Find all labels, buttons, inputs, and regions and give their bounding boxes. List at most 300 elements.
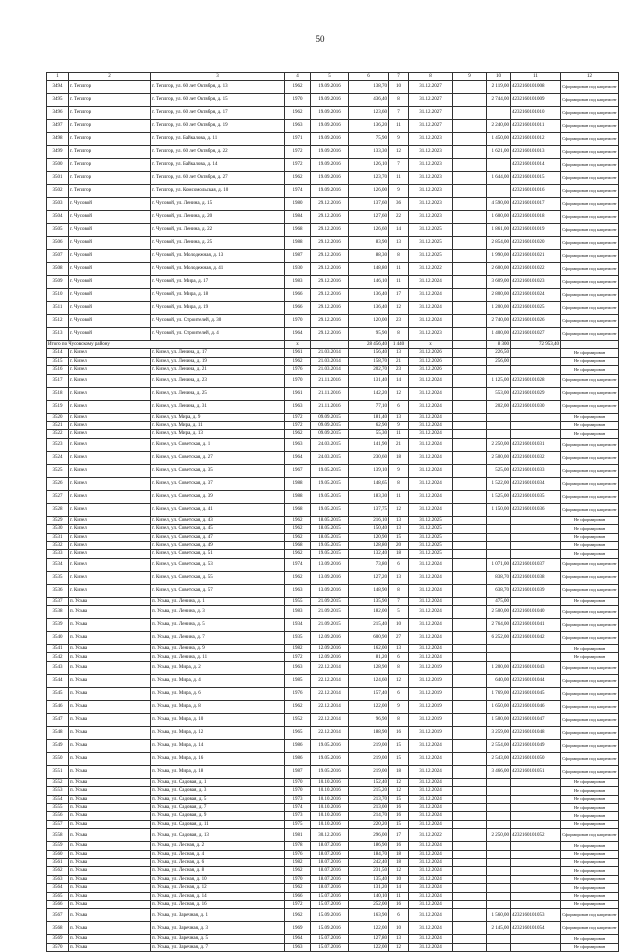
table-cell: г. Чусовой, ул. Строителей, д. 30	[151, 315, 285, 328]
table-cell: 12	[389, 674, 409, 687]
table-cell: 1981	[285, 829, 311, 842]
table-cell: Сформирован под капремонт	[561, 700, 619, 713]
table-cell	[487, 935, 511, 943]
table-cell: 14	[389, 884, 409, 892]
table-cell	[453, 765, 487, 778]
table-cell: 13	[389, 935, 409, 943]
table-cell: г. Кизел	[69, 387, 151, 400]
table-cell: 3544	[47, 674, 69, 687]
table-cell: 31.12.2023	[409, 211, 453, 224]
table-row	[47, 804, 619, 812]
table-cell: п. Усьва, ул. Лесная, д. 10	[151, 875, 285, 883]
table-row	[47, 387, 619, 400]
table-cell: 29.12.2016	[311, 250, 349, 263]
table-cell	[453, 820, 487, 828]
table-cell: Сформирован под капремонт	[561, 374, 619, 387]
table-cell: 31.12.2024	[409, 571, 453, 584]
table-cell: п. Усьва	[69, 892, 151, 900]
column-header: 1	[47, 73, 69, 81]
table-cell: Сформирован под капремонт	[561, 571, 619, 584]
table-cell	[487, 812, 511, 820]
table-cell: 31.12.2022	[409, 829, 453, 842]
table-cell: 29.12.2016	[311, 237, 349, 250]
table-cell: 1983	[285, 276, 311, 289]
table-cell	[511, 935, 561, 943]
table-cell	[453, 558, 487, 571]
table-cell: 3569	[47, 935, 69, 943]
table-cell: п. Усьва	[69, 661, 151, 674]
table-cell: 20	[389, 541, 409, 549]
table-cell: 3509	[47, 276, 69, 289]
table-cell: г. Чусовой	[69, 328, 151, 341]
table-cell: Сформирован под капремонт	[561, 302, 619, 315]
table-cell: г. Кизел, ул. Советская, д. 39	[151, 490, 285, 503]
table-cell: Сформирован под капремонт	[561, 94, 619, 107]
table-cell: г. Кизел	[69, 571, 151, 584]
table-cell: 31.12.2024	[409, 289, 453, 302]
table-row	[47, 302, 619, 315]
table-cell: 181,40	[349, 413, 389, 421]
table-cell: Сформирован под капремонт	[561, 464, 619, 477]
table-cell: Сформирован под капремонт	[561, 606, 619, 619]
table-cell: 31.12.2019	[409, 713, 453, 726]
table-cell: 4232160101014	[511, 159, 561, 172]
table-cell: 122,00	[349, 700, 389, 713]
table-cell: 3553	[47, 787, 69, 795]
table-cell: 2 800,00	[487, 289, 511, 302]
table-cell: 09.09.2015	[311, 430, 349, 438]
table-cell: 242,40	[349, 858, 389, 866]
table-cell	[453, 413, 487, 421]
table-cell: 12	[389, 302, 409, 315]
table-cell: 31.12.2023	[409, 172, 453, 185]
table-cell: 133,30	[349, 146, 389, 159]
table-cell: 4232160101049	[511, 739, 561, 752]
table-cell	[453, 387, 487, 400]
table-row	[47, 584, 619, 597]
table-cell	[511, 884, 561, 892]
table-cell: 11	[389, 430, 409, 438]
table-cell: 4232160101012	[511, 133, 561, 146]
table-cell: 3526	[47, 477, 69, 490]
table-cell: 3521	[47, 421, 69, 429]
table-row	[47, 541, 619, 549]
table-cell: 18	[389, 858, 409, 866]
table-cell: г. Чусовой, ул. Мира, д. 18	[151, 289, 285, 302]
table-cell: г. Теплгор, ул. 60 лет Октября, д. 13	[151, 81, 285, 94]
table-cell: 13	[389, 645, 409, 653]
table-cell: Сформирован под капремонт	[561, 289, 619, 302]
table-row	[47, 550, 619, 558]
table-cell: г. Кизел, ул. Советская, д. 51	[151, 550, 285, 558]
table-cell: 1975	[285, 820, 311, 828]
table-cell: Сформирован под капремонт	[561, 146, 619, 159]
table-cell: 1 071,00	[487, 558, 511, 571]
table-cell: 15.07.2016	[311, 892, 349, 900]
table-cell: 3551	[47, 765, 69, 778]
table-cell: 226,50	[487, 349, 511, 357]
table-cell: 252,00	[349, 900, 389, 908]
table-cell: Сформирован под капремонт	[561, 632, 619, 645]
table-cell	[487, 875, 511, 883]
table-cell: г. Чусовой	[69, 263, 151, 276]
table-cell: 15	[389, 533, 409, 541]
table-row	[47, 632, 619, 645]
table-row	[47, 558, 619, 571]
table-cell: 3570	[47, 943, 69, 951]
table-cell: 1972	[285, 413, 311, 421]
table-cell	[487, 533, 511, 541]
table-cell	[487, 430, 511, 438]
table-cell: 3533	[47, 550, 69, 558]
table-cell: 136,40	[349, 289, 389, 302]
table-cell: 216,10	[349, 516, 389, 524]
table-row	[47, 349, 619, 357]
table-cell: 219,00	[349, 739, 389, 752]
table-cell: 5	[389, 606, 409, 619]
table-cell: 202,70	[349, 366, 389, 374]
table-cell: Не сформирован	[561, 516, 619, 524]
table-cell	[511, 597, 561, 605]
table-cell: 3545	[47, 687, 69, 700]
table-row	[47, 752, 619, 765]
table-cell: 1 600,00	[487, 211, 511, 224]
table-cell: 21.09.2015	[311, 597, 349, 605]
table-row	[47, 884, 619, 892]
table-cell: п. Усьва, ул. Мира, д. 16	[151, 752, 285, 765]
table-cell: 4232160101008	[511, 81, 561, 94]
table-cell: 3554	[47, 795, 69, 803]
table-cell: 10.10.2016	[311, 787, 349, 795]
table-cell: 1972	[285, 653, 311, 661]
table-cell: 4232160101037	[511, 558, 561, 571]
table-cell: 31.12.2024	[409, 778, 453, 786]
table-cell: Не сформирован	[561, 653, 619, 661]
table-cell: Сформирован под капремонт	[561, 185, 619, 198]
table-cell: 10	[389, 922, 409, 935]
table-cell: г. Теплгор	[69, 81, 151, 94]
table-cell: 2 554,00	[487, 739, 511, 752]
table-cell: Сформирован под капремонт	[561, 765, 619, 778]
table-cell: 3502	[47, 185, 69, 198]
table-cell: 1930	[285, 263, 311, 276]
table-cell: 1973	[285, 812, 311, 820]
table-cell: 1962	[285, 867, 311, 875]
table-cell: 31.12.2025	[409, 250, 453, 263]
table-cell: 3512	[47, 315, 69, 328]
table-cell: 135,40	[349, 875, 389, 883]
table-cell	[453, 451, 487, 464]
table-cell: 1 400,00	[487, 328, 511, 341]
table-cell: 19.09.2016	[311, 94, 349, 107]
table-cell: 18.05.2015	[311, 533, 349, 541]
table-cell	[487, 884, 511, 892]
table-cell	[487, 892, 511, 900]
table-cell	[453, 374, 487, 387]
table-cell: 31.12.2024	[409, 276, 453, 289]
table-row	[47, 211, 619, 224]
table-cell: 1 125,00	[487, 374, 511, 387]
table-cell: 4232160101015	[511, 172, 561, 185]
table-cell: 4232160101038	[511, 571, 561, 584]
table-cell	[453, 120, 487, 133]
table-cell: г. Кизел	[69, 516, 151, 524]
table-cell: 10	[389, 875, 409, 883]
table-cell	[453, 349, 487, 357]
table-cell: 128,80	[349, 541, 389, 549]
table-cell: 1966	[285, 289, 311, 302]
table-row	[47, 477, 619, 490]
table-cell: 3556	[47, 812, 69, 820]
table-cell: 2 543,00	[487, 752, 511, 765]
table-cell: 31.12.2023	[409, 198, 453, 211]
table-cell: 31.12.2022	[409, 263, 453, 276]
table-cell: 29.12.2016	[311, 198, 349, 211]
table-cell	[487, 516, 511, 524]
table-cell: 95,90	[349, 328, 389, 341]
table-cell: п. Усьва, ул. Мира, д. 12	[151, 726, 285, 739]
table-cell: 3549	[47, 739, 69, 752]
table-row	[47, 653, 619, 661]
table-row	[47, 516, 619, 524]
table-cell: 31.12.2024	[409, 584, 453, 597]
table-row	[47, 172, 619, 185]
table-cell: 81,20	[349, 653, 389, 661]
table-cell: 4232160101013	[511, 146, 561, 159]
table-row	[47, 315, 619, 328]
table-cell: 1964	[285, 451, 311, 464]
table-cell: 18	[389, 765, 409, 778]
table-cell: п. Усьва, ул. Лесная, д. 16	[151, 900, 285, 908]
table-cell: 2 119,00	[487, 81, 511, 94]
table-cell: 22.12.2014	[311, 661, 349, 674]
table-cell: г. Кизел	[69, 584, 151, 597]
table-cell: 127,20	[349, 571, 389, 584]
table-cell	[453, 146, 487, 159]
column-header: 5	[311, 73, 349, 81]
table-cell: 3566	[47, 900, 69, 908]
table-cell: 215,20	[349, 787, 389, 795]
table-cell: 2 854,00	[487, 237, 511, 250]
table-cell: г. Кизел, ул. Ленина, д. 23	[151, 374, 285, 387]
table-cell: п. Усьва	[69, 935, 151, 943]
table-cell: 22.12.2014	[311, 713, 349, 726]
table-cell: 4 590,00	[487, 198, 511, 211]
table-cell: 3525	[47, 464, 69, 477]
table-cell: 31.12.2024	[409, 619, 453, 632]
table-row	[47, 81, 619, 94]
table-cell: г. Чусовой	[69, 315, 151, 328]
table-cell: 22.12.2014	[311, 700, 349, 713]
subtotal-cell	[561, 341, 619, 349]
table-cell: 3555	[47, 804, 69, 812]
table-cell: 2 500,00	[487, 451, 511, 464]
table-cell: 1 861,00	[487, 224, 511, 237]
table-cell: 136,40	[349, 302, 389, 315]
table-cell: 1964	[285, 935, 311, 943]
table-cell: Сформирован под капремонт	[561, 263, 619, 276]
table-cell: п. Усьва	[69, 606, 151, 619]
table-cell: г. Кизел	[69, 357, 151, 365]
table-cell: 1 150,00	[487, 503, 511, 516]
table-cell: 1 644,00	[487, 172, 511, 185]
table-cell: Не сформирован	[561, 645, 619, 653]
table-cell: 1 450,00	[487, 133, 511, 146]
table-cell: 15.07.2016	[311, 900, 349, 908]
table-cell: 3516	[47, 366, 69, 374]
table-cell: г. Кизел	[69, 421, 151, 429]
table-row	[47, 107, 619, 120]
table-cell: 31.12.2024	[409, 653, 453, 661]
table-cell: 1966	[285, 892, 311, 900]
table-cell: 13	[389, 525, 409, 533]
table-cell	[511, 357, 561, 365]
table-cell: 2 740,00	[487, 315, 511, 328]
table-row	[47, 224, 619, 237]
table-cell: г. Кизел	[69, 430, 151, 438]
table-cell: г. Кизел	[69, 525, 151, 533]
table-cell: 4232160101053	[511, 909, 561, 922]
table-cell	[453, 94, 487, 107]
table-cell	[511, 541, 561, 549]
table-cell: 1 522,00	[487, 477, 511, 490]
table-cell	[511, 430, 561, 438]
table-cell	[511, 804, 561, 812]
table-cell: Сформирован под капремонт	[561, 387, 619, 400]
table-cell: 4232160101039	[511, 584, 561, 597]
table-cell: п. Усьва	[69, 829, 151, 842]
table-cell: г. Кизел, ул. Советская, д. 49	[151, 541, 285, 549]
table-cell: г. Кизел, ул. Советская, д. 45	[151, 525, 285, 533]
table-cell: 184,70	[349, 850, 389, 858]
table-cell: п. Усьва	[69, 795, 151, 803]
table-cell: г. Кизел, ул. Советская, д. 53	[151, 558, 285, 571]
table-cell: п. Усьва	[69, 867, 151, 875]
page-number: 50	[315, 34, 325, 44]
table-cell: 3495	[47, 94, 69, 107]
table-cell: 14	[389, 374, 409, 387]
table-cell	[453, 263, 487, 276]
table-cell: 3561	[47, 858, 69, 866]
table-cell: 31.12.2024	[409, 597, 453, 605]
table-cell: г. Кизел	[69, 490, 151, 503]
table-cell: 3497	[47, 120, 69, 133]
table-cell	[453, 421, 487, 429]
subtotal-cell	[453, 341, 487, 349]
table-cell: 3499	[47, 146, 69, 159]
table-cell: Сформирован под капремонт	[561, 739, 619, 752]
table-cell: 4232160101048	[511, 726, 561, 739]
table-cell: 141,90	[349, 438, 389, 451]
table-cell	[511, 421, 561, 429]
table-cell	[453, 400, 487, 413]
table-row	[47, 413, 619, 421]
table-cell: 158,70	[349, 357, 389, 365]
table-cell: 3513	[47, 328, 69, 341]
table-cell: 11	[389, 172, 409, 185]
table-cell: 1 200,00	[487, 661, 511, 674]
table-cell: 1962	[285, 516, 311, 524]
table-row	[47, 787, 619, 795]
table-cell	[453, 490, 487, 503]
table-row	[47, 276, 619, 289]
table-cell: г. Чусовой	[69, 289, 151, 302]
table-cell: 21	[389, 438, 409, 451]
table-cell: п. Усьва, ул. Садовая, д. 5	[151, 795, 285, 803]
table-cell: 12.09.2016	[311, 632, 349, 645]
table-cell: 1982	[285, 858, 311, 866]
table-cell: 3519	[47, 400, 69, 413]
table-cell	[453, 224, 487, 237]
table-cell: 23	[389, 366, 409, 374]
table-cell: п. Усьва	[69, 645, 151, 653]
table-cell: 31.12.2026	[409, 349, 453, 357]
table-cell: 1962	[285, 533, 311, 541]
table-cell: 15	[389, 752, 409, 765]
table-cell: п. Усьва, ул. Заречная, д. 1	[151, 909, 285, 922]
table-cell: 139,10	[349, 464, 389, 477]
table-cell	[453, 842, 487, 850]
table-cell: 73,80	[349, 558, 389, 571]
table-cell: 1970	[285, 875, 311, 883]
table-cell: г. Теплгор, ул. Байкалова, д. 11	[151, 133, 285, 146]
table-cell: 1968	[285, 541, 311, 549]
table-cell: 1974	[285, 804, 311, 812]
table-row	[47, 858, 619, 866]
table-cell: Сформирован под капремонт	[561, 661, 619, 674]
table-cell: 10	[389, 81, 409, 94]
table-cell: 256,00	[487, 357, 511, 365]
table-cell: п. Усьва, ул. Лесная, д. 4	[151, 850, 285, 858]
table-cell: 23	[389, 315, 409, 328]
table-cell: 3522	[47, 430, 69, 438]
table-cell: 31.12.2025	[409, 237, 453, 250]
table-cell: 138,70	[349, 81, 389, 94]
table-cell: 8	[389, 94, 409, 107]
table-cell: п. Усьва	[69, 804, 151, 812]
table-cell: 1976	[285, 366, 311, 374]
table-cell: г. Кизел	[69, 541, 151, 549]
table-cell: г. Чусовой, ул. Ленина, д. 15	[151, 198, 285, 211]
table-cell: 1973	[285, 795, 311, 803]
table-cell: 19.09.2016	[311, 107, 349, 120]
table-cell	[453, 185, 487, 198]
table-cell	[453, 884, 487, 892]
table-cell: 8	[389, 661, 409, 674]
table-cell	[511, 892, 561, 900]
table-cell: п. Усьва	[69, 597, 151, 605]
table-cell: 31.12.2027	[409, 107, 453, 120]
table-cell	[511, 812, 561, 820]
table-cell: 31.12.2024	[409, 413, 453, 421]
table-cell: г. Кизел, ул. Советская, д. 57	[151, 584, 285, 597]
table-cell	[453, 829, 487, 842]
table-cell: 3538	[47, 606, 69, 619]
table-cell: Не сформирован	[561, 867, 619, 875]
column-header: 9	[453, 73, 487, 81]
table-row	[47, 120, 619, 133]
table-cell: 15.09.2016	[311, 922, 349, 935]
table-cell	[487, 185, 511, 198]
table-cell: 31.12.2024	[409, 850, 453, 858]
table-cell: 12.09.2016	[311, 645, 349, 653]
table-cell: г. Кизел	[69, 533, 151, 541]
table-cell: 31.12.2024	[409, 558, 453, 571]
table-row	[47, 438, 619, 451]
table-cell	[487, 858, 511, 866]
table-cell: п. Усьва	[69, 943, 151, 951]
table-cell: 162,00	[349, 645, 389, 653]
